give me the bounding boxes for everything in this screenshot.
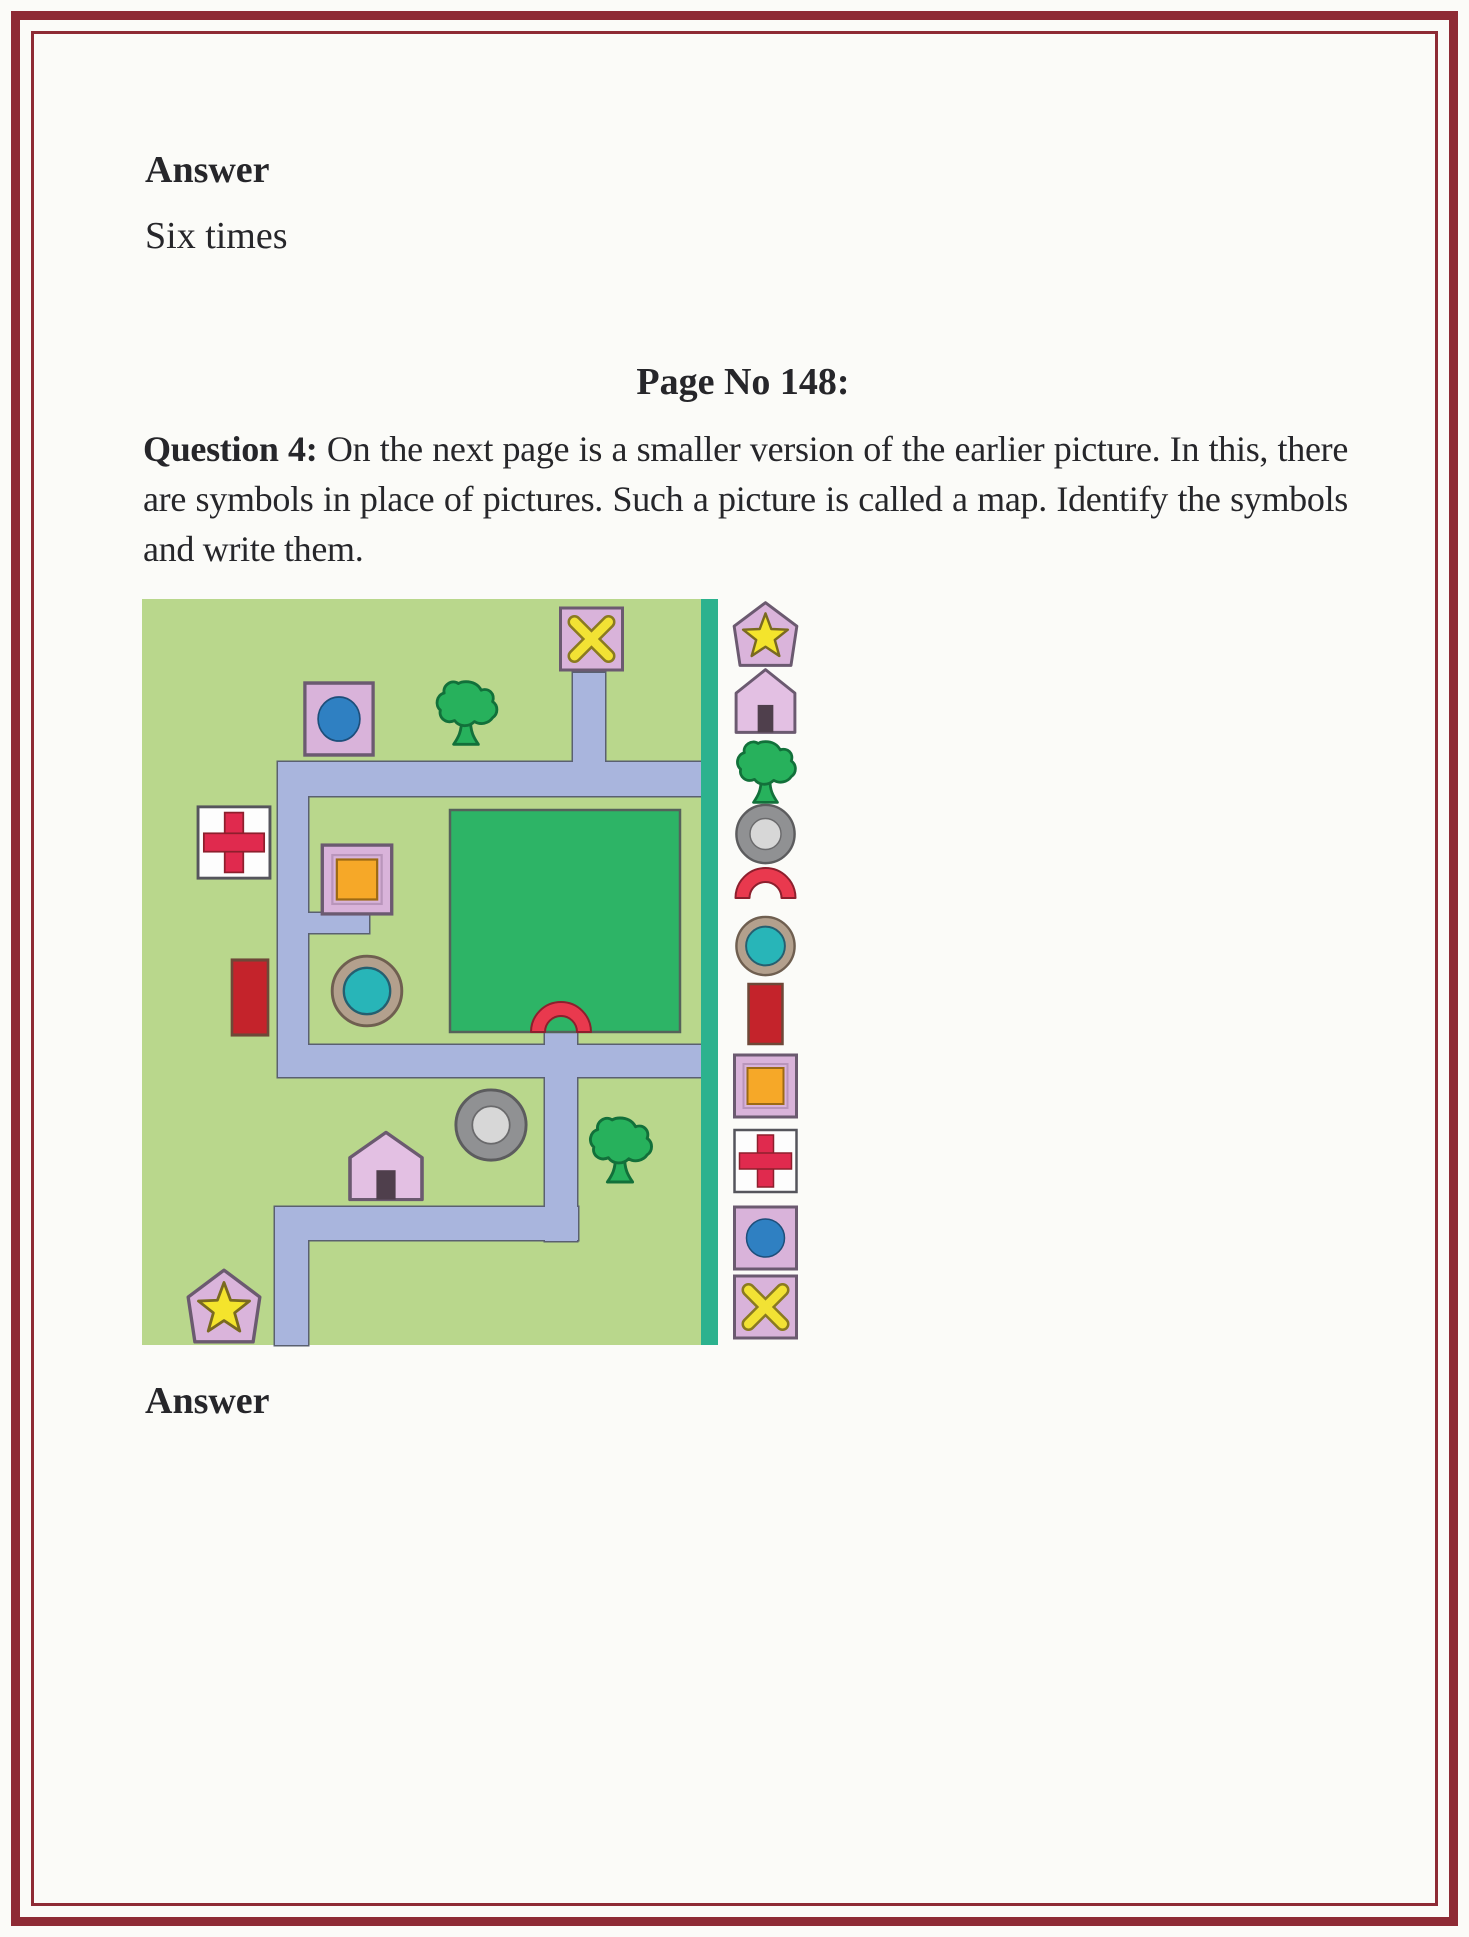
legend-teal-well-icon [736,917,794,975]
question-label: Question 4: [143,429,318,469]
answer-heading-bottom: Answer [145,1380,270,1422]
teal-strip [701,599,718,1345]
map-legend [734,603,797,1338]
legend-red-rectangle-icon [749,984,783,1044]
legend-blue-circle-icon [735,1207,797,1269]
gray-donut-marker [456,1090,526,1160]
legend-red-arc-icon [736,868,796,898]
map-figure [142,599,802,1347]
teal-well-marker [332,956,402,1026]
legend-gray-donut-icon [736,805,794,863]
legend-yellow-x-icon [735,1276,797,1338]
answer-value: Six times [145,215,288,257]
map-svg [142,599,802,1347]
legend-star-pentagon-icon [734,603,797,666]
park-green-square [450,810,680,1032]
page-number-heading: Page No 148: [636,361,850,403]
question-paragraph [143,424,1348,574]
red-rectangle-marker [232,960,268,1035]
red-cross-hospital-marker [198,807,270,878]
orange-square-marker [322,845,391,914]
legend-red-cross-icon [735,1130,797,1192]
yellow-x-square-marker [561,608,623,670]
blue-circle-square-marker [305,683,373,755]
answer-heading-top: Answer [145,149,270,191]
legend-house-icon [736,670,795,733]
legend-tree-icon [737,742,795,803]
legend-orange-square-icon [735,1055,797,1117]
question-text: On the next page is a smaller version of the earlier picture. In this, there are symbols in place of pictures. Such a picture is called a map. Identify the symbols and write them. [143,429,1348,569]
